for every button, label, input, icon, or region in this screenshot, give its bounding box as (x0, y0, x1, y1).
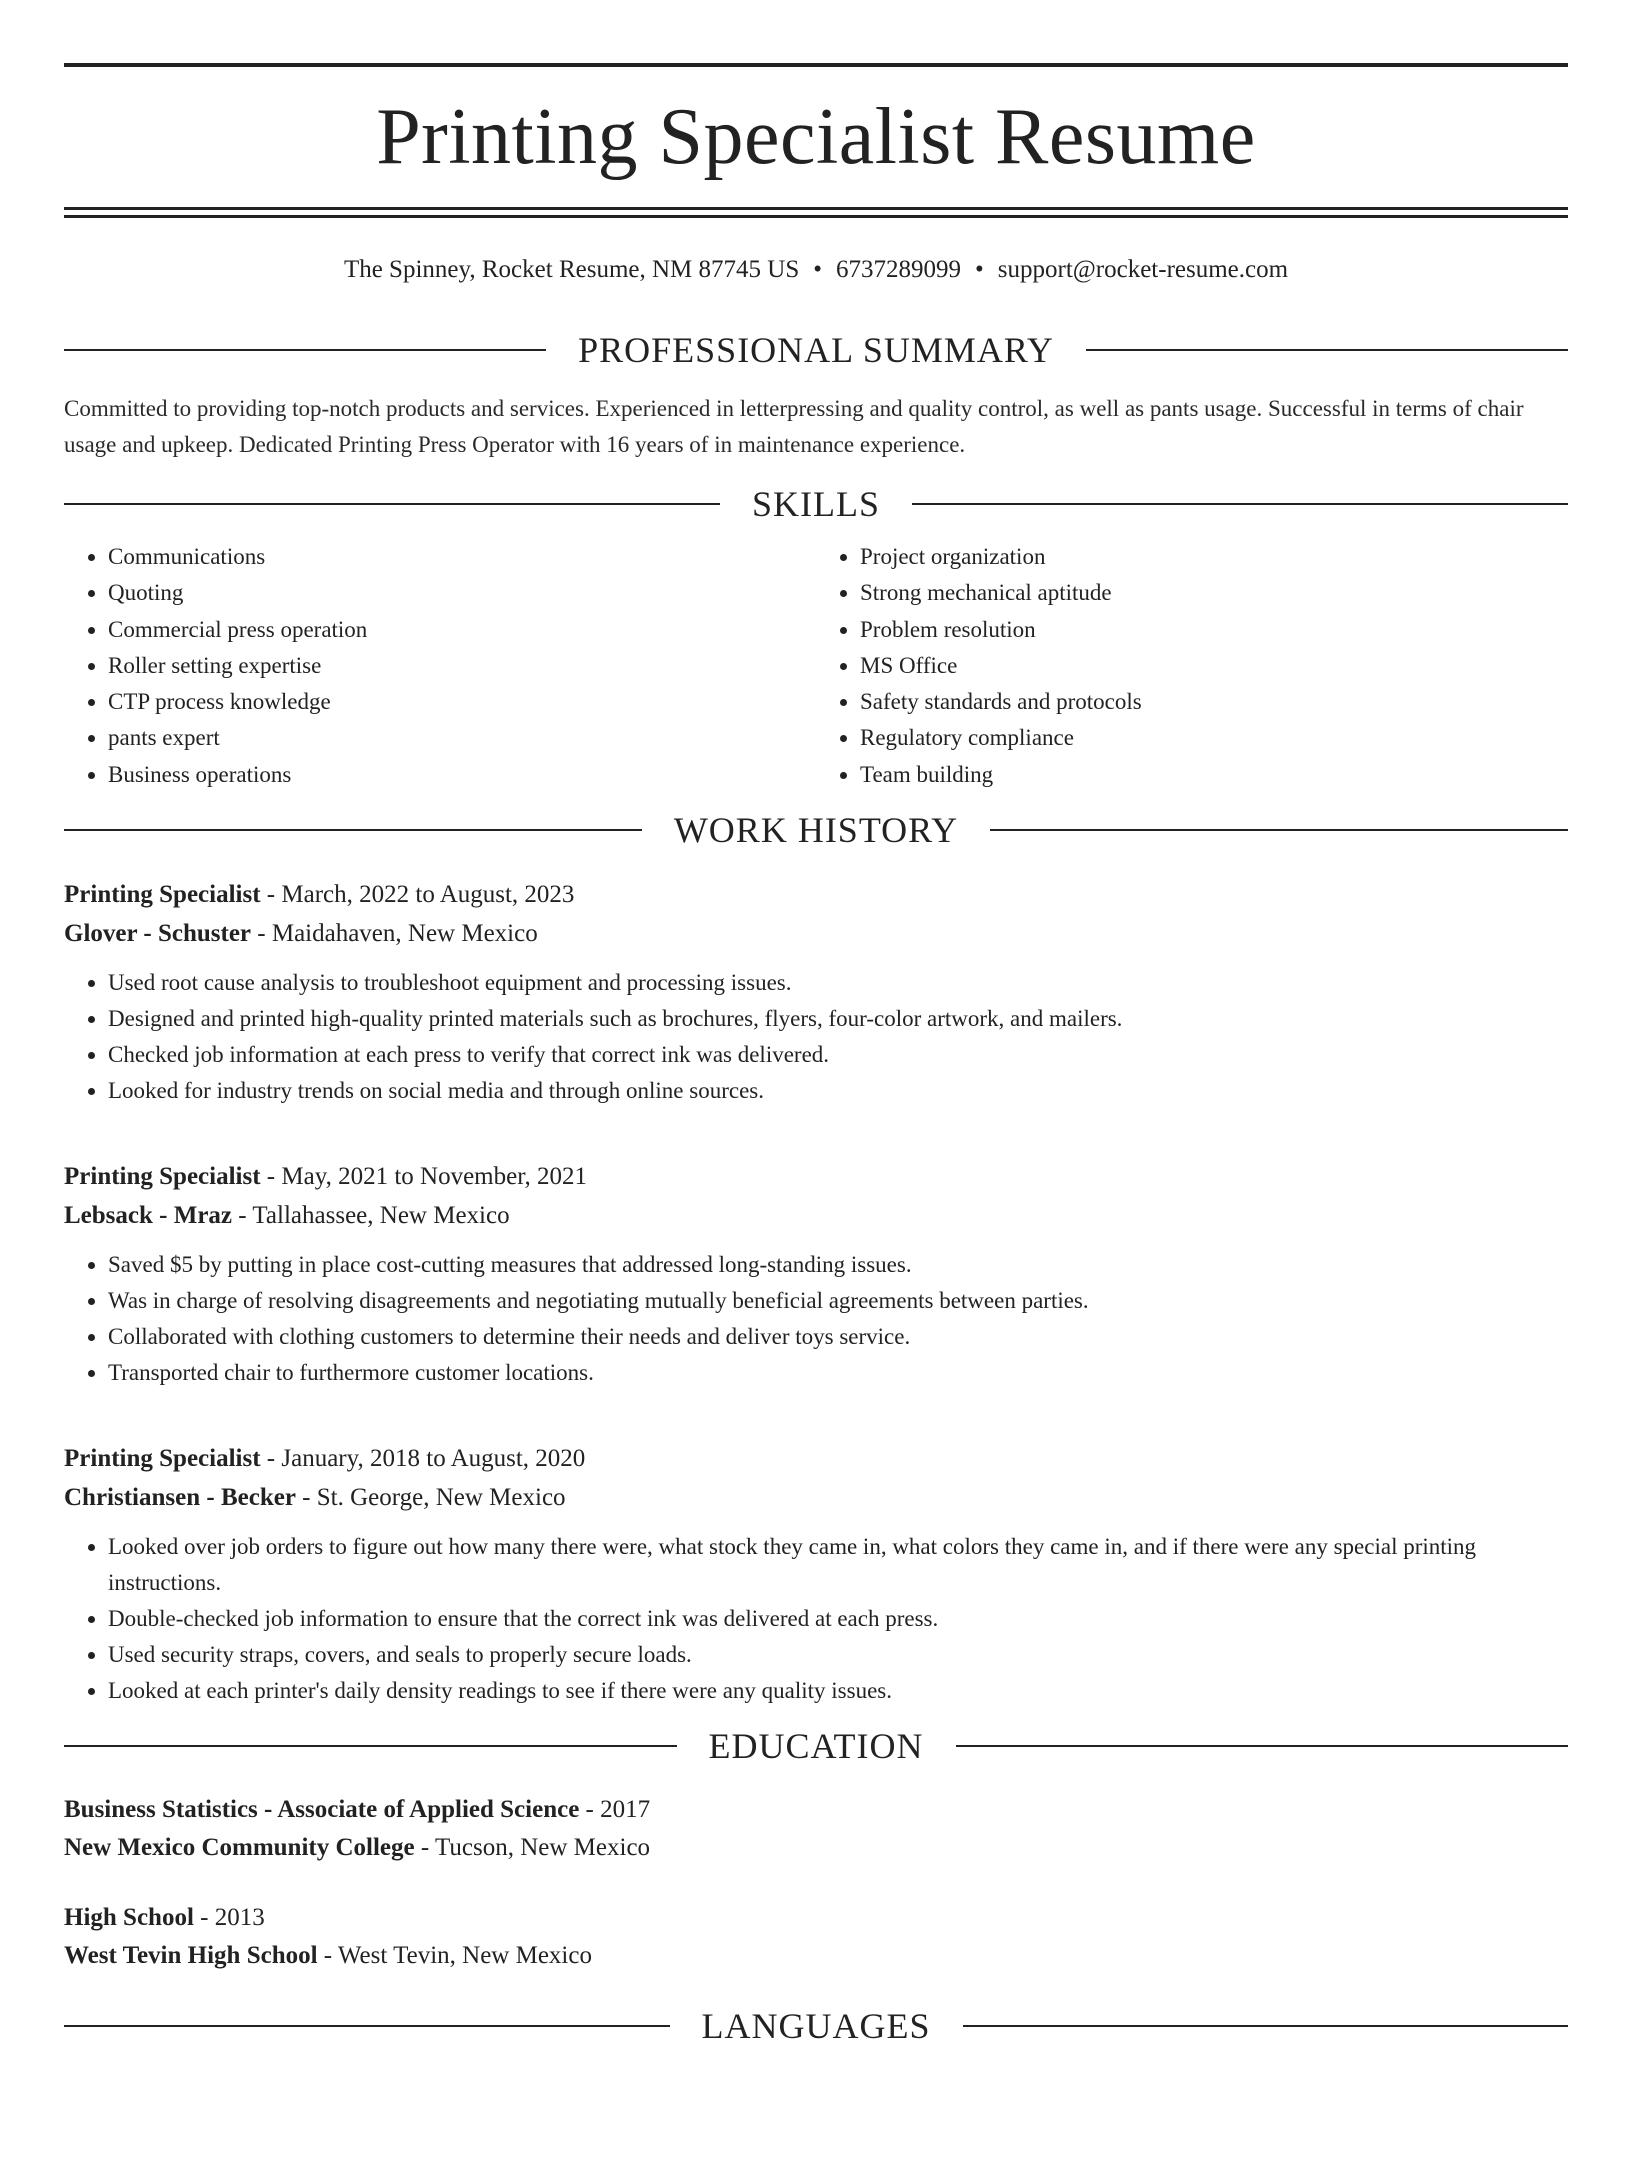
skill-item: • Safety standards and protocols (860, 684, 1568, 720)
job-bullet: • Was in charge of resolving disagreements and negotiating mutually beneficial agreements between parties. (108, 1283, 1568, 1319)
education-degree: High School (64, 1904, 194, 1932)
divider (963, 2025, 1569, 2027)
section-title: WORK HISTORY (673, 810, 959, 851)
job-bullet: • Used security straps, covers, and seals to properly secure loads. (108, 1637, 1568, 1673)
section-header-work (64, 807, 1568, 853)
job-company-line: Christiansen - Becker - St. George, New Mexico (64, 1484, 566, 1512)
job-location: Tallahassee, New Mexico (252, 1202, 510, 1230)
skill-item: • Team building (860, 757, 1568, 793)
divider (990, 829, 1568, 831)
section-title: SKILLS (752, 484, 881, 524)
job-bullet: • Double-checked job information to ensure that the correct ink was delivered at each press. (108, 1601, 1568, 1637)
job-location: St. George, New Mexico (316, 1484, 566, 1512)
education-year: 2013 (214, 1904, 265, 1932)
job-title: Printing Specialist (64, 881, 261, 909)
job-bullet: • Saved $5 by putting in place cost-cutting measures that addressed long-standing issues. (108, 1247, 1568, 1283)
job-bullets (64, 1247, 1568, 1391)
job-title-line: Printing Specialist - May, 2021 to November, 2021 (64, 1163, 588, 1191)
education-degree-line: High School - 2013 (64, 1904, 265, 1932)
education-school: West Tevin High School (64, 1942, 318, 1970)
skill-item: • Quoting (108, 575, 816, 611)
job-bullets (64, 1529, 1568, 1709)
section-title: LANGUAGES (701, 2006, 931, 2047)
skill-item: • pants expert (108, 720, 816, 756)
job-entry (64, 875, 1568, 1109)
section-title: EDUCATION (708, 1726, 924, 1767)
job-title-line: Printing Specialist - March, 2022 to August, 2023 (64, 881, 575, 909)
skill-item: • Project organization (860, 539, 1568, 575)
skills-column-left (64, 539, 816, 793)
skill-item: • Commercial press operation (108, 612, 816, 648)
job-location: Maidahaven, New Mexico (271, 920, 538, 948)
job-entry (64, 1439, 1568, 1709)
contact-phone: 6737289099 (836, 256, 961, 283)
divider (956, 1745, 1569, 1747)
education-school-line: West Tevin High School - West Tevin, New Mexico (64, 1942, 592, 1970)
skill-item: • Strong mechanical aptitude (860, 575, 1568, 611)
job-title-line: Printing Specialist - January, 2018 to August, 2020 (64, 1445, 586, 1473)
education-location: Tucson, New Mexico (435, 1834, 651, 1862)
section-header-skills (64, 481, 1568, 527)
section-header-education (64, 1723, 1568, 1769)
skills-list (64, 539, 1568, 793)
divider (64, 1745, 677, 1747)
summary-text: Committed to providing top-notch products and services. Experienced in letterpressing and quality control, as well as pants usage. Successful in terms of chair usage and upkeep. Dedicated Printing Press Operator with 16 years of in maintenance experience. (64, 396, 1524, 457)
contact-address: The Spinney, Rocket Resume, NM 87745 US (343, 256, 800, 283)
section-title: PROFESSIONAL SUMMARY (578, 330, 1054, 370)
job-bullet: • Collaborated with clothing customers to determine their needs and deliver toys service. (108, 1319, 1568, 1355)
education-year: 2017 (600, 1796, 651, 1824)
divider (64, 503, 720, 505)
education-school-line: New Mexico Community College - Tucson, New Mexico (64, 1834, 651, 1862)
job-dates: May, 2021 to November, 2021 (281, 1163, 588, 1191)
divider (64, 2025, 670, 2027)
job-bullet: • Looked for industry trends on social media and through online sources. (108, 1073, 1568, 1109)
job-bullet: • Used root cause analysis to troubleshoot equipment and processing issues. (108, 965, 1568, 1001)
education-school: New Mexico Community College (64, 1834, 415, 1862)
job-dates: January, 2018 to August, 2020 (281, 1445, 586, 1473)
contact-separator: • (975, 256, 984, 283)
job-company: Glover - Schuster (64, 920, 252, 948)
education-degree-line: Business Statistics - Associate of Applied Science - 2017 (64, 1796, 651, 1824)
resume-page (0, 63, 1632, 2049)
job-company-line: Glover - Schuster - Maidahaven, New Mexico (64, 920, 538, 948)
job-bullet: • Transported chair to furthermore customer locations. (108, 1355, 1568, 1391)
skill-item: • Communications (108, 539, 816, 575)
job-bullet: • Looked at each printer's daily density readings to see if there were any quality issues. (108, 1673, 1568, 1709)
contact-separator: • (813, 256, 822, 283)
divider (1086, 349, 1568, 351)
skill-item: • MS Office (860, 648, 1568, 684)
job-bullet: • Looked over job orders to figure out how many there were, what stock they came in, what colors they came in, and if there were any special printing instructions. (108, 1529, 1568, 1601)
title-double-rule (64, 207, 1568, 218)
divider (64, 349, 546, 351)
skill-item: • Business operations (108, 757, 816, 793)
contact-line (64, 255, 1568, 285)
resume-title: Printing Specialist Resume (376, 93, 1256, 181)
job-title: Printing Specialist (64, 1163, 261, 1191)
divider (64, 829, 642, 831)
contact-email[interactable]: support@rocket-resume.com (997, 256, 1289, 283)
job-company: Lebsack - Mraz (64, 1202, 233, 1230)
education-degree: Business Statistics - Associate of Applied Science (64, 1796, 580, 1824)
education-entry (64, 1791, 1568, 1867)
skill-item: • CTP process knowledge (108, 684, 816, 720)
job-company: Christiansen - Becker (64, 1484, 296, 1512)
job-bullets (64, 965, 1568, 1109)
job-entry (64, 1157, 1568, 1391)
skill-item: • Problem resolution (860, 612, 1568, 648)
education-location: West Tevin, New Mexico (337, 1942, 592, 1970)
job-dates: March, 2022 to August, 2023 (281, 881, 575, 909)
job-bullet: • Checked job information at each press to verify that correct ink was delivered. (108, 1037, 1568, 1073)
job-bullet: • Designed and printed high-quality printed materials such as brochures, flyers, four-color artwork, and mailers. (108, 1001, 1568, 1037)
education-entry (64, 1899, 1568, 1975)
top-rule (64, 63, 1568, 67)
skill-item: • Regulatory compliance (860, 720, 1568, 756)
skill-item: • Roller setting expertise (108, 648, 816, 684)
divider (912, 503, 1568, 505)
skills-column-right (816, 539, 1568, 793)
section-header-summary (64, 327, 1568, 373)
section-header-languages (64, 2003, 1568, 2049)
job-company-line: Lebsack - Mraz - Tallahassee, New Mexico (64, 1202, 510, 1230)
job-title: Printing Specialist (64, 1445, 261, 1473)
